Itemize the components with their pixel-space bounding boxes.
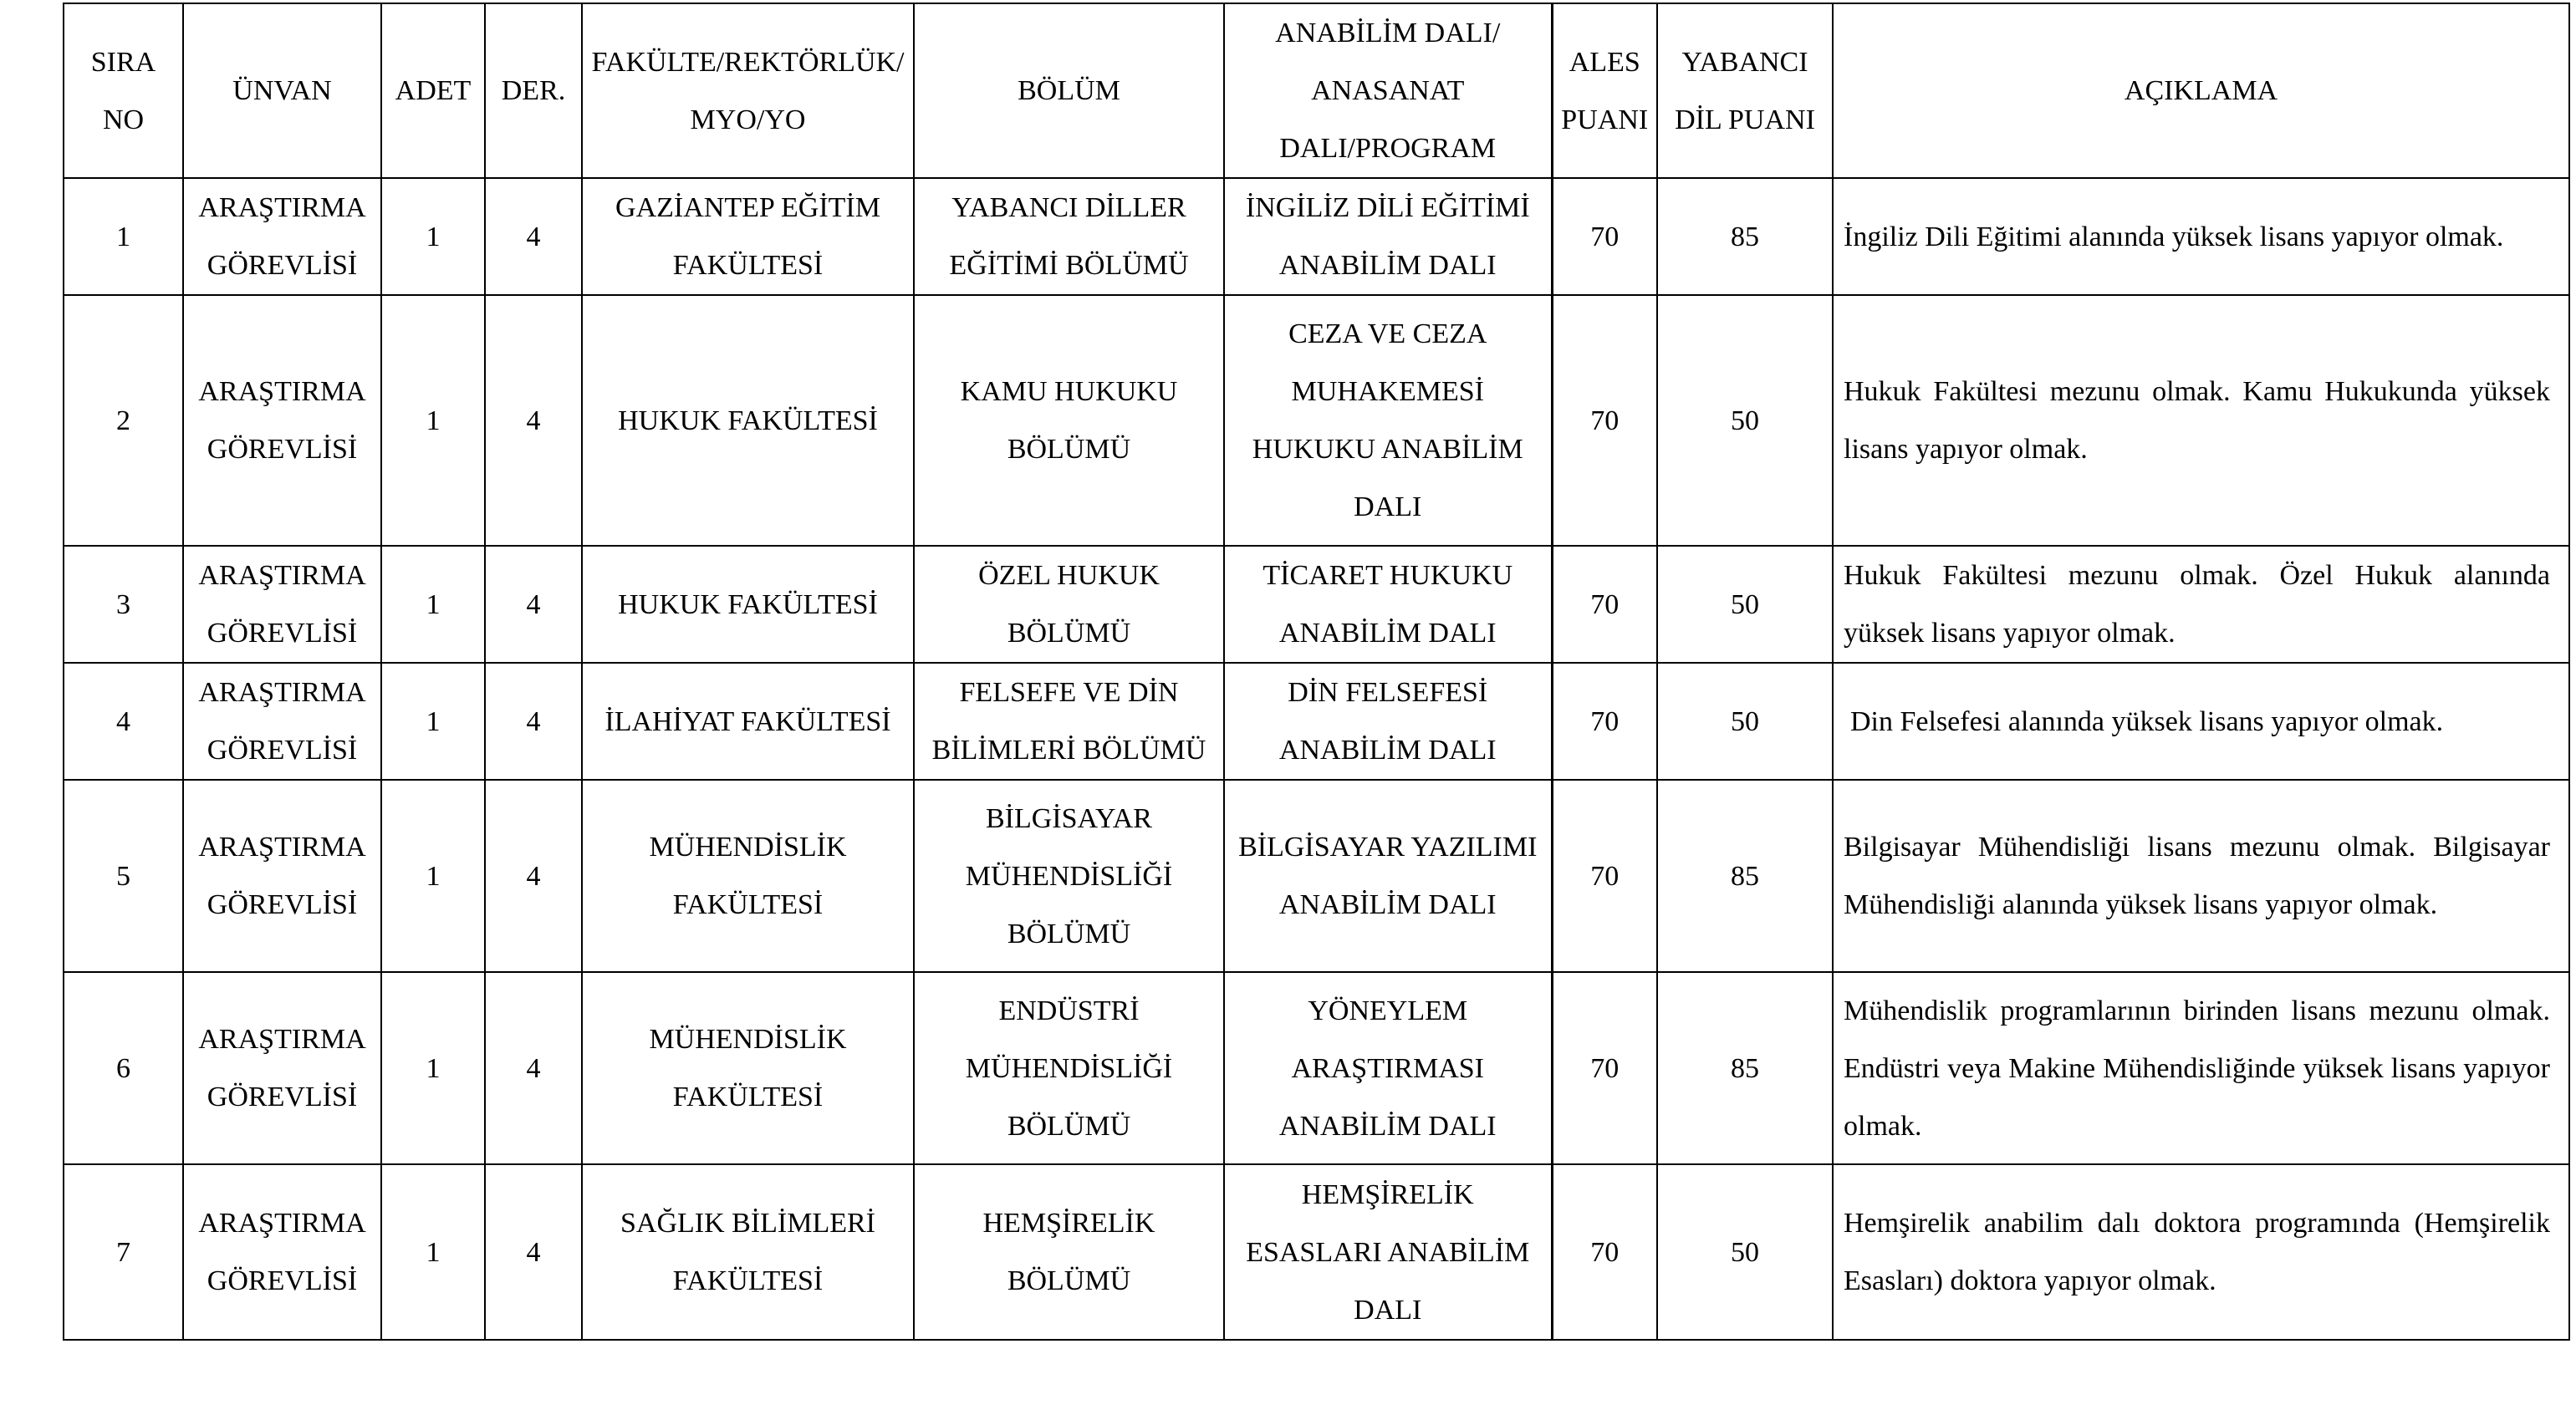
cell-der: 4 <box>485 546 582 663</box>
table-row <box>64 1164 2569 1340</box>
cell-fakulte: MÜHENDİSLİK FAKÜLTESİ <box>582 972 914 1164</box>
cell-adet: 1 <box>381 546 485 663</box>
cell-sira: 3 <box>64 546 183 663</box>
cell-ales: 70 <box>1552 1164 1657 1340</box>
cell-aciklama: Hemşirelik anabilim dalı doktora programında (Hemşirelik Esasları) doktora yapıyor olmak. <box>1833 1164 2569 1340</box>
cell-adet: 1 <box>381 663 485 780</box>
cell-fakulte: İLAHİYAT FAKÜLTESİ <box>582 663 914 780</box>
cell-adet: 1 <box>381 178 485 295</box>
cell-yabanci-dil: 50 <box>1657 663 1833 780</box>
header-sira-no: SIRA NO <box>64 3 183 178</box>
cell-aciklama: Mühendislik programlarının birinden lisans mezunu olmak. Endüstri veya Makine Mühendisliğinde yüksek lisans yapıyor olmak. <box>1833 972 2569 1164</box>
cell-anabilim: TİCARET HUKUKU ANABİLİM DALI <box>1224 546 1552 663</box>
cell-bolum: ÖZEL HUKUK BÖLÜMÜ <box>914 546 1224 663</box>
header-yabanci-dil: YABANCI DİL PUANI <box>1657 3 1833 178</box>
cell-bolum: HEMŞİRELİK BÖLÜMÜ <box>914 1164 1224 1340</box>
cell-unvan: ARAŞTIRMA GÖREVLİSİ <box>183 1164 381 1340</box>
cell-sira: 7 <box>64 1164 183 1340</box>
cell-bolum: FELSEFE VE DİN BİLİMLERİ BÖLÜMÜ <box>914 663 1224 780</box>
cell-yabanci-dil: 85 <box>1657 780 1833 972</box>
cell-bolum: YABANCI DİLLER EĞİTİMİ BÖLÜMÜ <box>914 178 1224 295</box>
cell-unvan: ARAŞTIRMA GÖREVLİSİ <box>183 295 381 546</box>
cell-fakulte: MÜHENDİSLİK FAKÜLTESİ <box>582 780 914 972</box>
cell-ales: 70 <box>1552 780 1657 972</box>
header-ales: ALES PUANI <box>1552 3 1657 178</box>
cell-bolum: BİLGİSAYAR MÜHENDİSLİĞİ BÖLÜMÜ <box>914 780 1224 972</box>
cell-der: 4 <box>485 972 582 1164</box>
cell-adet: 1 <box>381 295 485 546</box>
cell-anabilim: HEMŞİRELİK ESASLARI ANABİLİM DALI <box>1224 1164 1552 1340</box>
table-row <box>64 546 2569 663</box>
cell-anabilim: BİLGİSAYAR YAZILIMI ANABİLİM DALI <box>1224 780 1552 972</box>
cell-yabanci-dil: 50 <box>1657 1164 1833 1340</box>
cell-yabanci-dil: 50 <box>1657 295 1833 546</box>
cell-sira: 6 <box>64 972 183 1164</box>
table-row <box>64 295 2569 546</box>
header-fakulte: FAKÜLTE/REKTÖRLÜK/MYO/YO <box>582 3 914 178</box>
cell-yabanci-dil: 85 <box>1657 178 1833 295</box>
cell-adet: 1 <box>381 1164 485 1340</box>
table-header-row <box>64 3 2569 178</box>
table-row <box>64 972 2569 1164</box>
cell-ales: 70 <box>1552 663 1657 780</box>
cell-ales: 70 <box>1552 972 1657 1164</box>
cell-der: 4 <box>485 780 582 972</box>
cell-adet: 1 <box>381 972 485 1164</box>
table-row <box>64 178 2569 295</box>
header-unvan: ÜNVAN <box>183 3 381 178</box>
cell-anabilim: CEZA VE CEZA MUHAKEMESİ HUKUKU ANABİLİM DALI <box>1224 295 1552 546</box>
cell-fakulte: SAĞLIK BİLİMLERİ FAKÜLTESİ <box>582 1164 914 1340</box>
cell-anabilim: YÖNEYLEM ARAŞTIRMASI ANABİLİM DALI <box>1224 972 1552 1164</box>
cell-unvan: ARAŞTIRMA GÖREVLİSİ <box>183 780 381 972</box>
header-bolum: BÖLÜM <box>914 3 1224 178</box>
cell-aciklama: Hukuk Fakültesi mezunu olmak. Özel Hukuk alanında yüksek lisans yapıyor olmak. <box>1833 546 2569 663</box>
cell-ales: 70 <box>1552 546 1657 663</box>
cell-der: 4 <box>485 178 582 295</box>
table-row <box>64 663 2569 780</box>
cell-aciklama: Hukuk Fakültesi mezunu olmak. Kamu Hukukunda yüksek lisans yapıyor olmak. <box>1833 295 2569 546</box>
cell-bolum: KAMU HUKUKU BÖLÜMÜ <box>914 295 1224 546</box>
cell-anabilim: DİN FELSEFESİ ANABİLİM DALI <box>1224 663 1552 780</box>
header-der: DER. <box>485 3 582 178</box>
cell-fakulte: HUKUK FAKÜLTESİ <box>582 546 914 663</box>
header-adet: ADET <box>381 3 485 178</box>
cell-fakulte: GAZİANTEP EĞİTİM FAKÜLTESİ <box>582 178 914 295</box>
cell-unvan: ARAŞTIRMA GÖREVLİSİ <box>183 178 381 295</box>
cell-fakulte: HUKUK FAKÜLTESİ <box>582 295 914 546</box>
header-anabilim: ANABİLİM DALI/ ANASANAT DALI/PROGRAM <box>1224 3 1552 178</box>
cell-sira: 5 <box>64 780 183 972</box>
cell-unvan: ARAŞTIRMA GÖREVLİSİ <box>183 663 381 780</box>
cell-unvan: ARAŞTIRMA GÖREVLİSİ <box>183 546 381 663</box>
cell-sira: 1 <box>64 178 183 295</box>
header-aciklama: AÇIKLAMA <box>1833 3 2569 178</box>
cell-unvan: ARAŞTIRMA GÖREVLİSİ <box>183 972 381 1164</box>
cell-ales: 70 <box>1552 295 1657 546</box>
cell-sira: 2 <box>64 295 183 546</box>
cell-ales: 70 <box>1552 178 1657 295</box>
cell-der: 4 <box>485 1164 582 1340</box>
cell-aciklama: İngiliz Dili Eğitimi alanında yüksek lisans yapıyor olmak. <box>1833 178 2569 295</box>
table-row <box>64 780 2569 972</box>
cell-yabanci-dil: 50 <box>1657 546 1833 663</box>
cell-sira: 4 <box>64 663 183 780</box>
cell-aciklama: Din Felsefesi alanında yüksek lisans yapıyor olmak. <box>1833 663 2569 780</box>
cell-adet: 1 <box>381 780 485 972</box>
cell-der: 4 <box>485 663 582 780</box>
cell-aciklama: Bilgisayar Mühendisliği lisans mezunu olmak. Bilgisayar Mühendisliği alanında yüksek lisans yapıyor olmak. <box>1833 780 2569 972</box>
cell-yabanci-dil: 85 <box>1657 972 1833 1164</box>
cell-der: 4 <box>485 295 582 546</box>
staff-positions-table <box>63 3 2570 1341</box>
cell-anabilim: İNGİLİZ DİLİ EĞİTİMİ ANABİLİM DALI <box>1224 178 1552 295</box>
cell-bolum: ENDÜSTRİ MÜHENDİSLİĞİ BÖLÜMÜ <box>914 972 1224 1164</box>
